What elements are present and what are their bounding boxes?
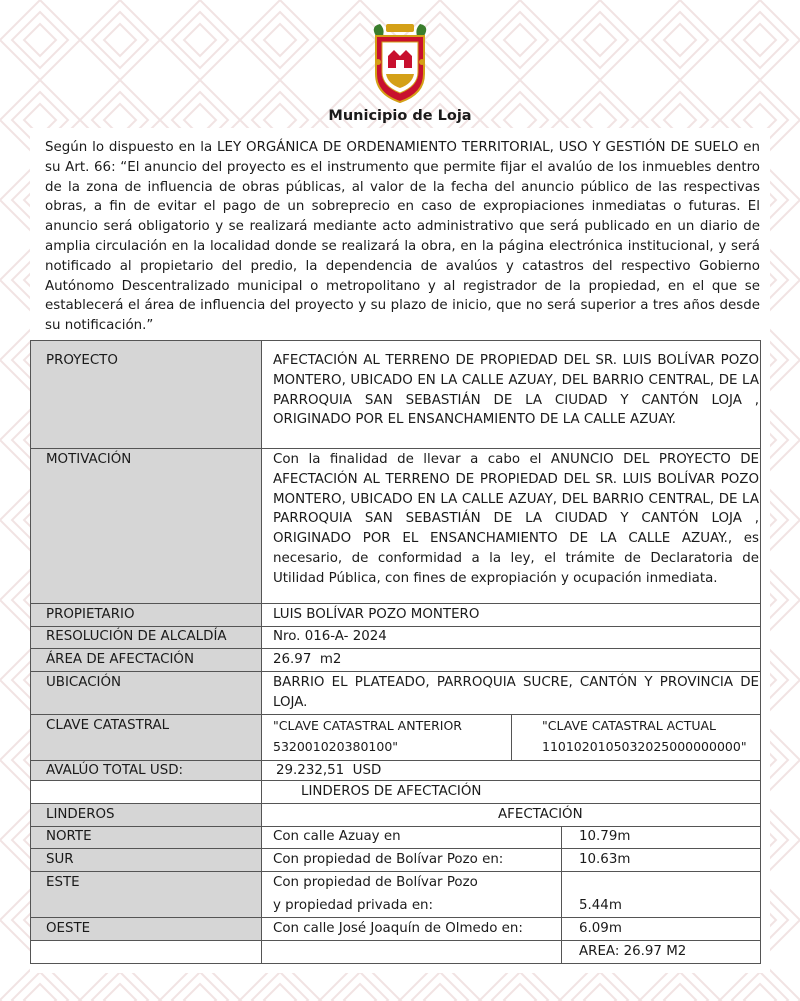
area-total: AREA: 26.97 M2 — [579, 944, 687, 959]
motivacion-label: MOTIVACIÓN — [46, 452, 132, 467]
este-label: ESTE — [46, 875, 80, 890]
ubicacion-value: BARRIO EL PLATEADO, PARROQUIA SUCRE, CANTÓN Y PROVINCIA DE LOJA. — [273, 675, 759, 710]
clave-anterior-value: 532001020380100" — [273, 739, 399, 754]
municipality-title: Municipio de Loja — [328, 108, 472, 124]
norte-label: NORTE — [46, 829, 92, 844]
sur-label: SUR — [46, 852, 74, 867]
este-desc-line2: y propiedad privada en: — [273, 898, 434, 913]
oeste-desc: Con calle José Joaquín de Olmedo en: — [273, 921, 523, 936]
sur-desc: Con propiedad de Bolívar Pozo en: — [273, 852, 504, 867]
motivacion-value: Con la finalidad de llevar a cabo el ANUNCIO DEL PROYECTO DE AFECTACIÓN AL TERRENO DE PROPIEDAD DEL SR. LUIS BOLÍVAR POZO MONTERO, UBICADO EN LA CALLE AZUAY, DEL BARRIO CENTRAL, DE LA PARROQUIA SAN SEBASTIÁN DE LA CIUDAD Y CANTÓN LOJA , ORIGINADO POR EL ENSANCHAMIENTO DE LA CALLE AZUAY., es necesario, de conformidad a la ley, el trámite de Declaratoria de Utilidad Pública, con fines de expropiación y ocupación inmediata. — [273, 452, 759, 586]
norte-desc: Con calle Azuay en — [273, 829, 401, 844]
clave-actual-title: "CLAVE CATASTRAL ACTUAL — [542, 718, 717, 733]
afectacion-col-label: AFECTACIÓN — [498, 807, 583, 822]
avaluo-value: 29.232,51 USD — [276, 763, 382, 778]
area-value: 26.97 m2 — [273, 652, 342, 667]
avaluo-label: AVALÚO TOTAL USD: — [46, 763, 184, 778]
clave-actual-value: 1101020105032025000000000" — [542, 739, 747, 754]
resolucion-value: Nro. 016-A- 2024 — [273, 629, 387, 644]
propietario-label: PROPIETARIO — [46, 607, 135, 622]
proyecto-value: AFECTACIÓN AL TERRENO DE PROPIEDAD DEL SR. LUIS BOLÍVAR POZO MONTERO, UBICADO EN LA CALLE AZUAY, DEL BARRIO CENTRAL, DE LA PARROQUIA SAN SEBASTIÁN DE LA CIUDAD Y CANTÓN LOJA , ORIGINADO POR EL ENSANCHAMIENTO DE LA CALLE AZUAY. — [273, 353, 759, 428]
este-value: 5.44m — [579, 898, 622, 913]
clave-anterior-title: "CLAVE CATASTRAL ANTERIOR — [273, 718, 462, 733]
coat-of-arms-logo — [366, 22, 434, 104]
legal-intro-paragraph: Según lo dispuesto en la LEY ORGÁNICA DE ORDENAMIENTO TERRITORIAL, USO Y GESTIÓN DE SUELO en su Art. 66: “El anuncio del proyecto es el instrumento que permite fijar el avalúo de los inmuebles dentro de la zona de influencia de obras públicas, al valor de la fecha del anuncio público de las respectivas obras, a fin de evitar el pago de un sobreprecio en caso de expropiaciones inmediatas o futuras. El anuncio será obligatorio y se realizará mediante acto administrativo que será publicado en un diario de amplia circulación en la localidad donde se realizará la obra, en la página electrónica institucional, y será notificado al propietario del predio, la dependencia de avalúos y catastros del respectivo Gobierno Autónomo Descentralizado municipal o metropolitano y al registrador de la propiedad, en el que se establecerá el área de influencia del proyecto y su plazo de inicio, que no será superior a tres años desde su notificación.” — [45, 140, 760, 334]
project-table — [30, 340, 761, 963]
ubicacion-label: UBICACIÓN — [46, 675, 122, 690]
norte-value: 10.79m — [579, 829, 631, 844]
propietario-value: LUIS BOLÍVAR POZO MONTERO — [273, 607, 480, 622]
oeste-value: 6.09m — [579, 921, 622, 936]
proyecto-label: PROYECTO — [46, 353, 118, 368]
linderos-col-label: LINDEROS — [46, 807, 115, 822]
oeste-label: OESTE — [46, 921, 91, 936]
este-desc-line1: Con propiedad de Bolívar Pozo — [273, 875, 478, 890]
sur-value: 10.63m — [579, 852, 631, 867]
linderos-title: LINDEROS DE AFECTACIÓN — [301, 784, 482, 799]
resolucion-label: RESOLUCIÓN DE ALCALDÍA — [46, 629, 227, 644]
area-label: ÁREA DE AFECTACIÓN — [46, 652, 194, 667]
clave-label: CLAVE CATASTRAL — [46, 718, 170, 733]
label-cell-motivacion — [30, 448, 261, 603]
